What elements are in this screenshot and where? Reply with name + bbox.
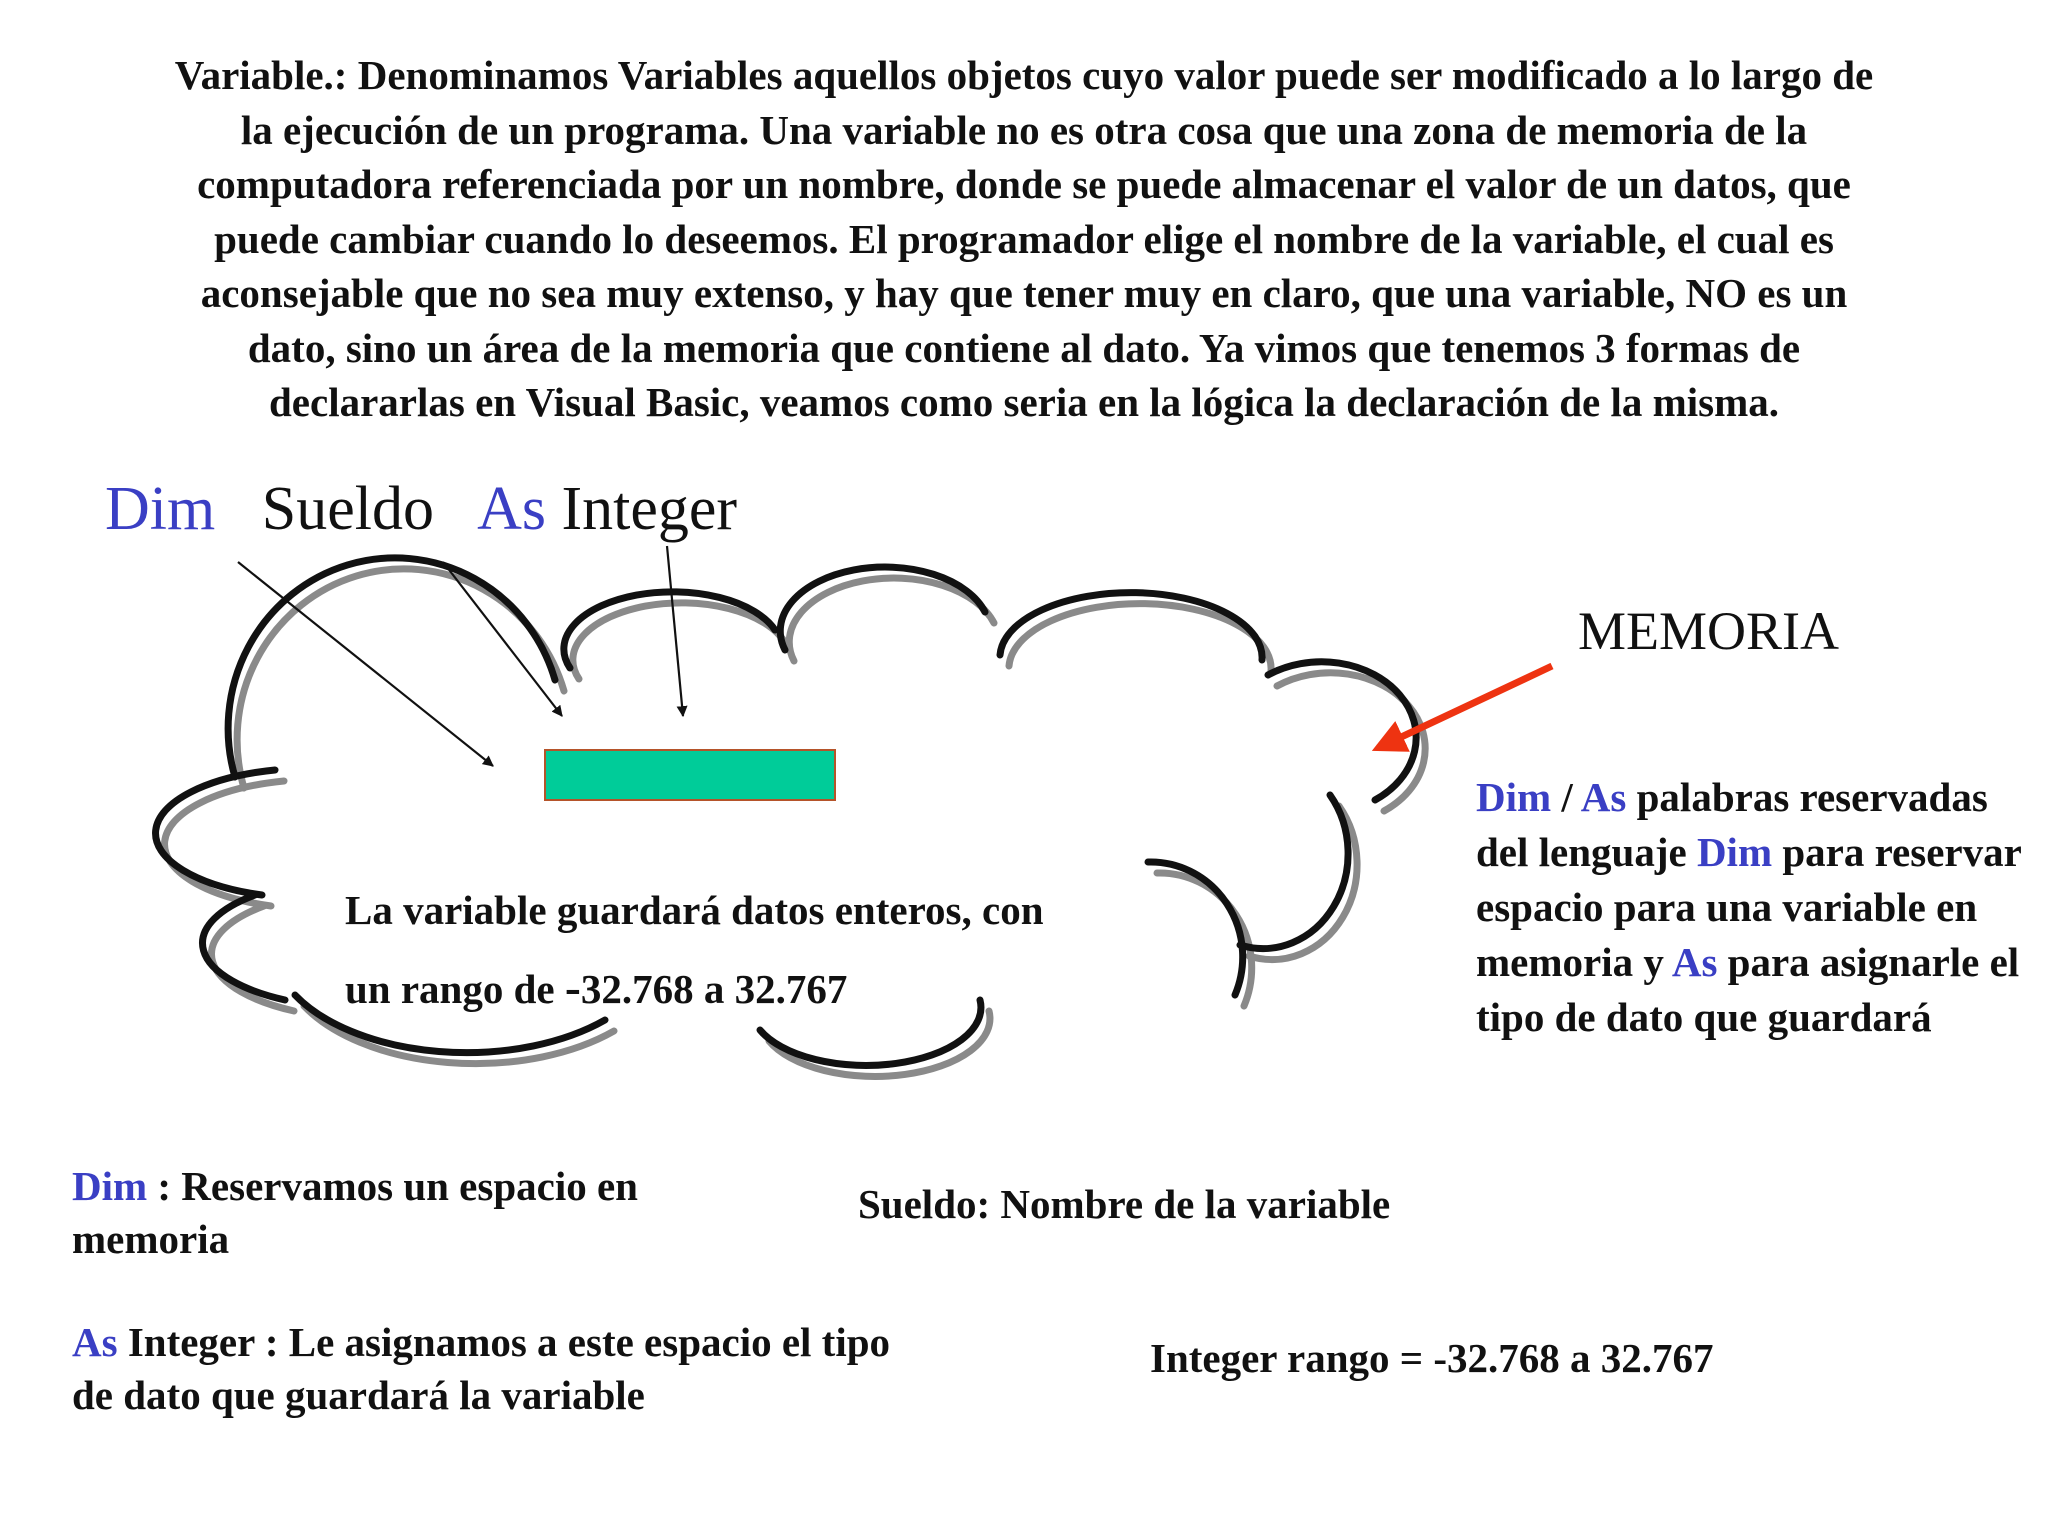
keyword-as: As	[1671, 939, 1718, 985]
keyword-as: As	[477, 475, 546, 543]
intro-line: la ejecución de un programa. Una variable no es otra cosa que una zona de memoria de la	[240, 106, 1808, 153]
reserved-words-note: Dim / As palabras reservadas del lenguaje Dim para reservar espacio para una variable en memoria y As para asignarle el tipo de dato que guardará	[1476, 774, 2022, 1040]
intro-line: dato, sino un área de la memoria que contiene al dato. Ya vimos que tenemos 3 formas de	[247, 324, 1801, 371]
memoria-arrow	[1378, 666, 1552, 748]
integer-pointer-arrow	[667, 546, 683, 716]
intro-line: computadora referenciada por un nombre, donde se puede almacenar el valor de un datos, que	[197, 161, 1851, 207]
cloud-text-line1: La variable guardará datos enteros, con	[345, 887, 1044, 933]
memory-cell	[545, 750, 835, 800]
keyword-as: As	[72, 1319, 118, 1365]
intro-line: declararlas en Visual Basic, veamos como seria en la lógica la declaración de la misma.	[269, 379, 1779, 425]
range-dash: -	[564, 961, 581, 1014]
variable-name: Sueldo	[261, 475, 434, 543]
keyword-dim: Dim	[72, 1163, 148, 1209]
keyword-as: As	[1580, 774, 1627, 820]
dim-pointer-arrow	[238, 562, 493, 766]
definition-sueldo: Sueldo: Nombre de la variable	[858, 1181, 1391, 1227]
memoria-label: MEMORIA	[1578, 601, 1840, 661]
intro-line: Variable.: Denominamos Variables aquellos objetos cuyo valor puede ser modificado a lo largo de	[174, 52, 1874, 98]
definition-as-integer: As Integer : Le asignamos a este espacio el tipo de dato que guardará la variable	[72, 1319, 891, 1418]
type-name: Integer	[561, 475, 738, 543]
cloud-text-range: 32.768 a 32.767	[580, 966, 848, 1012]
keyword-dim: Dim	[1476, 774, 1552, 820]
integer-range: Integer rango = -32.768 a 32.767	[1150, 1335, 1714, 1381]
definition-dim: Dim : Reservamos un espacio en memoria	[72, 1163, 638, 1262]
keyword-dim: Dim	[1696, 829, 1773, 875]
cloud-description: La variable guardará datos enteros, con un rango de -32.768 a 32.767	[345, 887, 1044, 1014]
intro-line: aconsejable que no sea muy extenso, y hay que tener muy en claro, que una variable, NO es un	[200, 270, 1848, 316]
intro-line: puede cambiar cuando lo deseemos. El programador elige el nombre de la variable, el cual es	[214, 215, 1834, 262]
sueldo-pointer-arrow	[443, 562, 562, 716]
keyword-dim: Dim	[105, 475, 216, 543]
